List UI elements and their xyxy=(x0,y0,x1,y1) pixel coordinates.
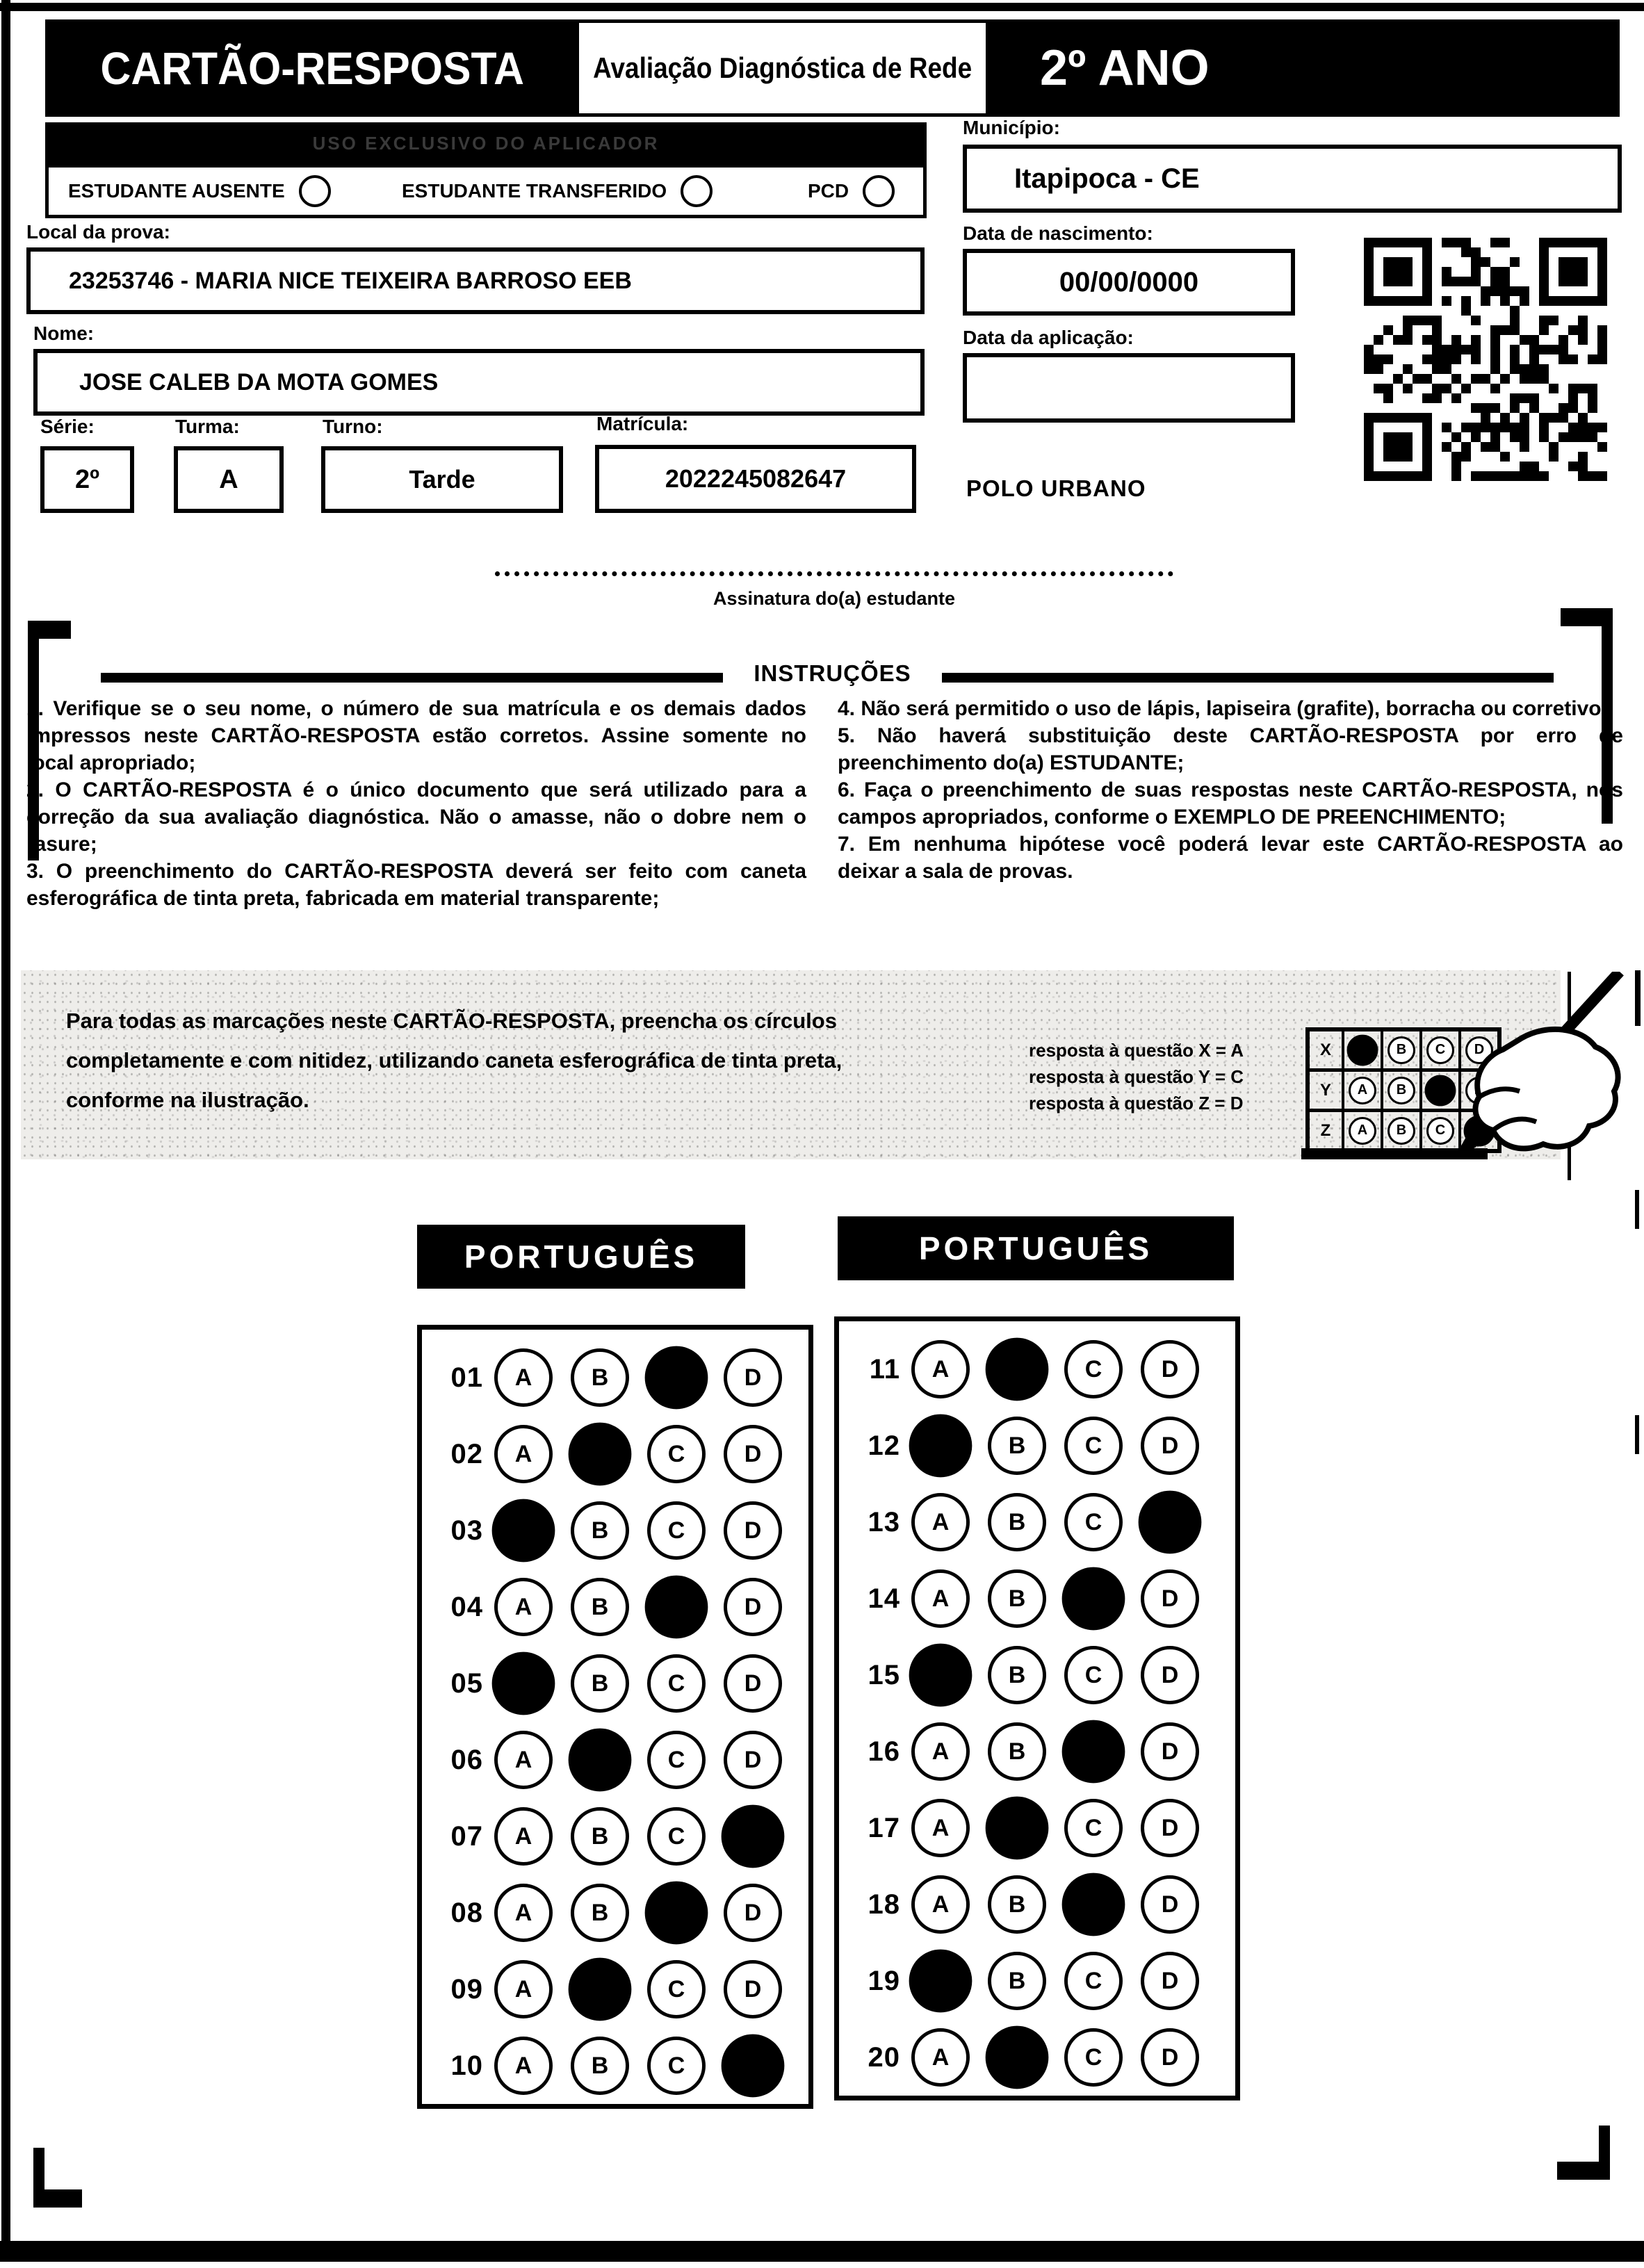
bubble-q10-D[interactable] xyxy=(722,2034,785,2098)
nascimento-value: 00/00/0000 xyxy=(1059,266,1199,297)
bubble-q12-B[interactable]: B xyxy=(988,1417,1046,1475)
bubble-q08-C[interactable] xyxy=(645,1882,708,1945)
bubble-q04-A[interactable]: A xyxy=(494,1578,553,1636)
bubble-q11-D[interactable]: D xyxy=(1141,1340,1199,1398)
example-row-label: Y xyxy=(1319,1080,1331,1100)
turma-label: Turma: xyxy=(175,416,240,437)
bubble-q02-A[interactable]: A xyxy=(494,1425,553,1483)
example-bubble-Y-A: A xyxy=(1349,1077,1376,1104)
question-row xyxy=(839,2019,1235,2096)
bubble-q02-C[interactable]: C xyxy=(647,1425,706,1483)
instruction-item: 4. Não será permitido o uso de lápis, lapiseira (grafite), borracha ou corretivo; xyxy=(838,697,1609,720)
bubble-q11-B[interactable] xyxy=(986,1338,1049,1401)
absent-circle[interactable] xyxy=(299,175,331,207)
bubble-q09-A[interactable]: A xyxy=(494,1960,553,2018)
grade-box xyxy=(986,19,1620,117)
bubble-q09-C[interactable]: C xyxy=(647,1960,706,2018)
question-row xyxy=(839,1331,1235,1408)
question-row xyxy=(839,1943,1235,2019)
municipio-value: Itapipoca - CE xyxy=(1014,163,1200,194)
scan-edge-dash xyxy=(1635,1415,1639,1454)
example-bubble-X-D: D xyxy=(1465,1036,1493,1064)
bubble-q18-A[interactable]: A xyxy=(911,1875,970,1934)
bubble-q07-D[interactable] xyxy=(722,1805,785,1868)
instructions-left-column xyxy=(26,695,806,912)
serie-field xyxy=(40,446,134,513)
nome-value: JOSE CALEB DA MOTA GOMES xyxy=(79,368,439,395)
nascimento-label: Data de nascimento: xyxy=(963,222,1153,244)
bubble-q01-A[interactable]: A xyxy=(494,1348,553,1407)
bubble-q12-A[interactable] xyxy=(909,1414,972,1478)
signature-line[interactable] xyxy=(495,571,1173,576)
transferred-circle[interactable] xyxy=(681,175,713,207)
subject-header-1: PORTUGUÊS xyxy=(417,1225,745,1289)
turno-label: Turno: xyxy=(323,416,383,437)
question-number: 04 xyxy=(450,1591,483,1622)
question-row xyxy=(422,1722,808,1798)
bubble-q13-C[interactable]: C xyxy=(1064,1493,1123,1551)
bubble-q03-A[interactable] xyxy=(492,1499,555,1563)
bubble-q07-C[interactable]: C xyxy=(647,1807,706,1866)
municipio-field xyxy=(963,145,1622,213)
turno-value: Tarde xyxy=(409,465,475,493)
question-row xyxy=(422,2028,808,2104)
bubble-q01-B[interactable]: B xyxy=(571,1348,629,1407)
aplicacao-field xyxy=(963,353,1295,423)
municipio-label: Município: xyxy=(963,117,1060,138)
bubble-q04-D[interactable]: D xyxy=(724,1578,782,1636)
bubble-q15-C[interactable]: C xyxy=(1064,1646,1123,1704)
band-edge-mark xyxy=(1635,970,1641,1026)
bubble-q19-B[interactable]: B xyxy=(988,1952,1046,2010)
bubble-q20-A[interactable]: A xyxy=(911,2028,970,2087)
bubble-q17-C[interactable]: C xyxy=(1064,1799,1123,1857)
matricula-label: Matrícula: xyxy=(596,413,689,434)
bubble-q05-B[interactable]: B xyxy=(571,1654,629,1713)
question-number: 01 xyxy=(450,1362,483,1393)
bubble-q08-B[interactable]: B xyxy=(571,1884,629,1942)
example-row-label: Z xyxy=(1320,1120,1331,1140)
example-bubble-Z-C: C xyxy=(1426,1117,1454,1145)
instructions-rule-left xyxy=(101,673,723,683)
instructions-title: INSTRUÇÕES xyxy=(754,660,911,686)
bubble-q12-D[interactable]: D xyxy=(1141,1417,1199,1475)
applicator-bar xyxy=(45,122,927,164)
question-row xyxy=(422,1798,808,1875)
applicator-bar-label: USO EXCLUSIVO DO APLICADOR xyxy=(312,132,660,154)
question-row xyxy=(839,1408,1235,1484)
bubble-q15-D[interactable]: D xyxy=(1141,1646,1199,1704)
bubble-q04-C[interactable] xyxy=(645,1576,708,1639)
question-row xyxy=(839,1637,1235,1713)
answer-grid-1 xyxy=(417,1325,813,2109)
example-row-label: X xyxy=(1319,1040,1331,1059)
answer-grid-2 xyxy=(834,1316,1240,2100)
bubble-q18-B[interactable]: B xyxy=(988,1875,1046,1934)
bubble-q17-D[interactable]: D xyxy=(1141,1799,1199,1857)
card-title: CARTÃO-RESPOSTA xyxy=(100,42,524,94)
instruction-item: 3. O preenchimento do CARTÃO-RESPOSTA deverá ser feito com caneta esferográfica de tinta preta, fabricada em material transparente; xyxy=(26,860,806,910)
bubble-q05-A[interactable] xyxy=(492,1652,555,1715)
bubble-q09-D[interactable]: D xyxy=(724,1960,782,2018)
question-number: 19 xyxy=(868,1965,900,1996)
bubble-q07-B[interactable]: B xyxy=(571,1807,629,1866)
question-number: 12 xyxy=(868,1430,900,1461)
question-row xyxy=(839,1713,1235,1790)
assessment-title-box xyxy=(579,23,986,113)
question-number: 06 xyxy=(450,1744,483,1775)
turma-value: A xyxy=(219,464,238,494)
bubble-q05-C[interactable]: C xyxy=(647,1654,706,1713)
pcd-label: PCD xyxy=(808,180,849,202)
status-transferred xyxy=(402,168,713,215)
question-row xyxy=(839,1866,1235,1943)
question-number: 15 xyxy=(868,1659,900,1690)
bubble-q14-A[interactable]: A xyxy=(911,1569,970,1628)
question-number: 10 xyxy=(450,2050,483,2081)
bubble-q12-C[interactable]: C xyxy=(1064,1417,1123,1475)
nome-field xyxy=(33,349,925,416)
bubble-q16-C[interactable] xyxy=(1062,1720,1125,1784)
scan-edge-top xyxy=(0,3,1644,11)
example-text: Para todas as marcações neste CARTÃO-RESPOSTA, preencha os círculos completamente e com nitidez, utilizando caneta esferográfica de tinta preta, conforme na ilustração. xyxy=(66,1009,843,1112)
bubble-q03-B[interactable]: B xyxy=(571,1501,629,1560)
corner-bracket-bottom-right xyxy=(1557,2126,1610,2180)
bubble-q11-A[interactable]: A xyxy=(911,1340,970,1398)
example-bubble-Y-B: B xyxy=(1387,1077,1415,1104)
question-number: 05 xyxy=(450,1667,483,1699)
hand-pen-illustration xyxy=(1418,972,1627,1173)
example-legend-line: resposta à questão Y = C xyxy=(1029,1066,1244,1087)
status-row xyxy=(45,164,927,218)
bubble-q18-D[interactable]: D xyxy=(1141,1875,1199,1934)
bubble-q09-B[interactable] xyxy=(569,1958,632,2021)
example-bubble-Z-A: A xyxy=(1349,1117,1376,1145)
bubble-q20-B[interactable] xyxy=(986,2026,1049,2089)
question-number: 13 xyxy=(868,1506,900,1537)
nome-label: Nome: xyxy=(33,323,95,344)
instruction-item: 7. Em nenhuma hipótese você poderá levar este CARTÃO-RESPOSTA ao deixar a sala de provas. xyxy=(838,833,1623,883)
bubble-q11-C[interactable]: C xyxy=(1064,1340,1123,1398)
instruction-item: 2. O CARTÃO-RESPOSTA é o único documento que será utilizado para a correção da sua avaliação diagnóstica. Não o amasse, não o dobre nem o rasure; xyxy=(26,778,806,856)
local-value: 23253746 - MARIA NICE TEIXEIRA BARROSO EEB xyxy=(69,267,632,294)
instruction-item: 6. Faça o preenchimento de suas respostas neste CARTÃO-RESPOSTA, nos campos apropriados, conforme o EXEMPLO DE PREENCHIMENTO; xyxy=(838,778,1623,829)
example-legend-line: resposta à questão X = A xyxy=(1029,1040,1244,1061)
turno-field xyxy=(321,446,563,513)
bubble-q06-B[interactable] xyxy=(569,1729,632,1792)
question-row xyxy=(422,1569,808,1645)
question-number: 18 xyxy=(868,1888,900,1920)
qr-code xyxy=(1364,238,1607,481)
matricula-field xyxy=(595,445,916,513)
question-number: 02 xyxy=(450,1438,483,1469)
polo-label: POLO URBANO xyxy=(966,475,1146,501)
bubble-q03-C[interactable]: C xyxy=(647,1501,706,1560)
question-row xyxy=(839,1790,1235,1866)
aplicacao-label: Data da aplicação: xyxy=(963,327,1134,348)
nascimento-field xyxy=(963,249,1295,316)
bubble-q02-D[interactable]: D xyxy=(724,1425,782,1483)
bubble-q06-A[interactable]: A xyxy=(494,1731,553,1789)
question-row xyxy=(839,1484,1235,1560)
question-number: 11 xyxy=(869,1353,900,1385)
question-number: 03 xyxy=(450,1515,483,1546)
question-row xyxy=(422,1492,808,1569)
transferred-label: ESTUDANTE TRANSFERIDO xyxy=(402,180,667,202)
bubble-q02-B[interactable] xyxy=(569,1423,632,1486)
pcd-circle[interactable] xyxy=(863,175,895,207)
question-number: 14 xyxy=(868,1583,900,1614)
grade-label: 2º ANO xyxy=(1040,40,1210,96)
bubble-q06-D[interactable]: D xyxy=(724,1731,782,1789)
signature-label: Assinatura do(a) estudante xyxy=(713,588,956,609)
bubble-q16-D[interactable]: D xyxy=(1141,1722,1199,1781)
bubble-q13-A[interactable]: A xyxy=(911,1493,970,1551)
bubble-q16-A[interactable]: A xyxy=(911,1722,970,1781)
example-bubble-Z-B: B xyxy=(1387,1117,1415,1145)
bubble-q03-D[interactable]: D xyxy=(724,1501,782,1560)
bubble-q20-D[interactable]: D xyxy=(1141,2028,1199,2087)
bubble-q14-B[interactable]: B xyxy=(988,1569,1046,1628)
bubble-q14-D[interactable]: D xyxy=(1141,1569,1199,1628)
question-number: 07 xyxy=(450,1820,483,1852)
bubble-q17-A[interactable]: A xyxy=(911,1799,970,1857)
subject-header-2: PORTUGUÊS xyxy=(838,1216,1234,1280)
bubble-q13-D[interactable] xyxy=(1139,1491,1202,1554)
bubble-q08-D[interactable]: D xyxy=(724,1884,782,1942)
example-legend xyxy=(1029,1037,1279,1116)
bubble-q18-C[interactable] xyxy=(1062,1873,1125,1936)
question-number: 09 xyxy=(450,1973,483,2005)
bubble-q04-B[interactable]: B xyxy=(571,1578,629,1636)
question-number: 16 xyxy=(868,1736,900,1767)
bubble-q15-A[interactable] xyxy=(909,1644,972,1707)
local-label: Local da prova: xyxy=(26,221,170,243)
bubble-q15-B[interactable]: B xyxy=(988,1646,1046,1704)
bubble-q01-C[interactable] xyxy=(645,1346,708,1410)
local-field xyxy=(26,247,925,314)
bubble-q08-A[interactable]: A xyxy=(494,1884,553,1942)
bubble-q10-A[interactable]: A xyxy=(494,2037,553,2095)
question-row xyxy=(422,1875,808,1951)
bubble-q14-C[interactable] xyxy=(1062,1567,1125,1631)
instructions-rule-right xyxy=(942,673,1554,683)
scan-edge-dash xyxy=(1635,1190,1639,1229)
header xyxy=(45,19,1620,117)
matricula-value: 2022245082647 xyxy=(665,464,847,493)
bubble-q07-A[interactable]: A xyxy=(494,1807,553,1866)
bubble-q20-C[interactable]: C xyxy=(1064,2028,1123,2087)
question-row xyxy=(422,1951,808,2028)
question-row xyxy=(422,1416,808,1492)
card-title-box xyxy=(45,19,579,117)
example-bubble-X-A xyxy=(1347,1034,1378,1066)
bubble-q19-D[interactable]: D xyxy=(1141,1952,1199,2010)
example-bubble-X-B: B xyxy=(1387,1036,1415,1064)
example-legend-line: resposta à questão Z = D xyxy=(1029,1093,1244,1113)
status-pcd xyxy=(808,168,895,215)
instruction-item: 1. Verifique se o seu nome, o número de sua matrícula e os demais dados impressos neste CARTÃO-RESPOSTA estão corretos. Assine somente no local apropriado; xyxy=(26,697,806,774)
bubble-q19-A[interactable] xyxy=(909,1950,972,2013)
question-number: 20 xyxy=(868,2041,900,2073)
serie-label: Série: xyxy=(40,416,95,437)
question-number: 17 xyxy=(868,1812,900,1843)
bubble-q01-D[interactable]: D xyxy=(724,1348,782,1407)
question-number: 08 xyxy=(450,1897,483,1928)
bubble-q17-B[interactable] xyxy=(986,1797,1049,1860)
bubble-q06-C[interactable]: C xyxy=(647,1731,706,1789)
serie-value: 2º xyxy=(74,464,99,494)
corner-bracket-bottom-left xyxy=(33,2148,82,2208)
question-row xyxy=(839,1560,1235,1637)
absent-label: ESTUDANTE AUSENTE xyxy=(68,180,285,202)
instruction-item: 5. Não haverá substituição deste CARTÃO-RESPOSTA por erro de preenchimento do(a) ESTUDANTE; xyxy=(838,724,1623,774)
bubble-q10-B[interactable]: B xyxy=(571,2037,629,2095)
bubble-q19-C[interactable]: C xyxy=(1064,1952,1123,2010)
bubble-q16-B[interactable]: B xyxy=(988,1722,1046,1781)
scan-edge-left xyxy=(1,0,10,2259)
turma-field xyxy=(174,446,284,513)
example-bubble-X-C: C xyxy=(1426,1036,1454,1064)
scan-edge-bottom xyxy=(0,2241,1644,2262)
bubble-q13-B[interactable]: B xyxy=(988,1493,1046,1551)
status-absent xyxy=(68,168,331,215)
question-row xyxy=(422,1645,808,1722)
bubble-q10-C[interactable]: C xyxy=(647,2037,706,2095)
bubble-q05-D[interactable]: D xyxy=(724,1654,782,1713)
instructions-right-column xyxy=(838,695,1623,885)
assessment-title: Avaliação Diagnóstica de Rede xyxy=(592,51,972,84)
question-row xyxy=(422,1339,808,1416)
